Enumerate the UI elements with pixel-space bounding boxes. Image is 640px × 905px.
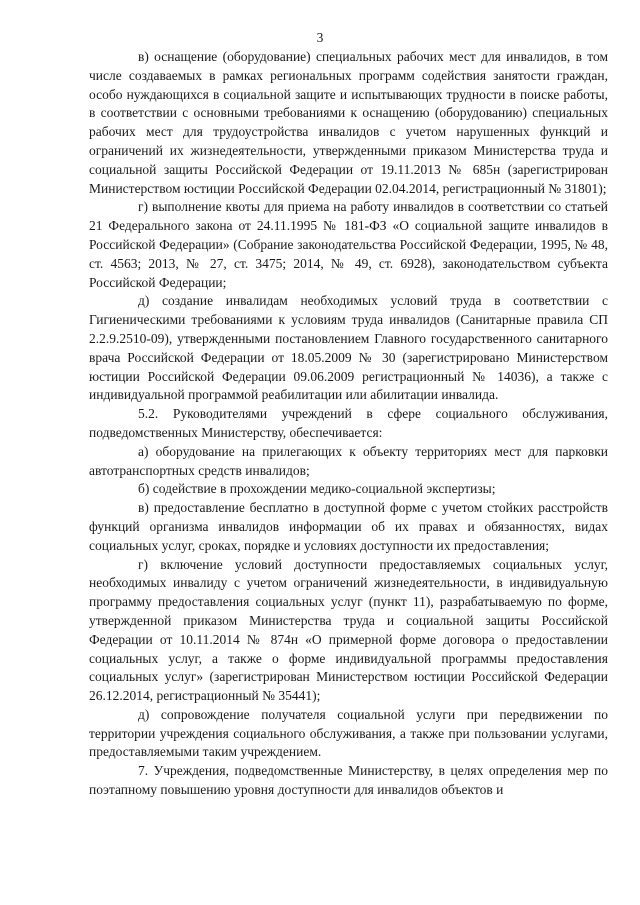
paragraph-item-a-parking: а) оборудование на прилегающих к объекту территориях мест для парковки автотранспортных средств инвалидов; [89,443,608,478]
page-number: 3 [316,30,324,45]
paragraph-item-d-working-conditions: д) создание инвалидам необходимых условий труда в соответствии с Гигиеническими требованиями к условиям труда инвалидов (Санитарные правила СП 2.2.9.2510-09), утвержденными постановлением Главного государственного санитарного врача Российской Федерации от 18.05.2009 № 30 (зарегистрировано Министерством юстиции Российской Федерации 09.06.2009 регистрационный № 14036), а также с индивидуальной программой реабилитации или абилитации инвалида. [89,293,608,403]
paragraph-section-7: 7. Учреждения, подведомственные Министерству, в целях определения мер по поэтапному повышению уровня доступности для инвалидов объектов и [89,763,608,798]
paragraph-item-g-program: г) включение условий доступности предоставляемых социальных услуг, необходимых инвалиду с учетом ограничений жизнедеятельности, в индивидуальную программу предоставления социальных услуг (пункт 11), разрабатываемую по форме, утвержденной приказом Министерства труда и социальной защиты Российской Федерации от 10.11.2014 № 874н «О примерной форме договора о предоставлении социальных услуг, а также о форме индивидуальной программы предоставления социальных услуг» (зарегистрирован Министерством юстиции Российской Федерации 26.12.2014, регистрационный № 35441); [89,556,608,704]
paragraph-item-d-escort: д) сопровождение получателя социальной услуги при передвижении по территории учреждения социального обслуживания, а также при пользовании услугами, предоставляемыми таким учреждением. [89,706,608,760]
paragraph-item-v-information: в) предоставление бесплатно в доступной форме с учетом стойких расстройств функций организма инвалидов информации об их правах и обязанностях, видах социальных услуг, сроках, порядке и условиях доступности их предоставления; [89,500,608,553]
document-body [89,48,608,800]
paragraph-item-v-workplaces: в) оснащение (оборудование) специальных рабочих мест для инвалидов, в том числе создаваемых в рамках региональных программ содействия занятости граждан, особо нуждающихся в социальной защите и испытывающих трудности в поиске работы, в соответствии с основными требованиями к оснащению (оборудованию) специальных рабочих мест для трудоустройства инвалидов с учетом нарушенных функций и ограничений их жизнедеятельности, утвержденными приказом Министерства труда и социальной защиты Российской Федерации от 19.11.2013 № 685н (зарегистрирован Министерством юстиции Российской Федерации 02.04.2014, регистрационный № 31801); [89,49,608,196]
paragraph-section-5-2: 5.2. Руководителями учреждений в сфере социального обслуживания, подведомственных Министерству, обеспечивается: [89,406,608,440]
paragraph-item-g-quota: г) выполнение квоты для приема на работу инвалидов в соответствии со статьей 21 Федерального закона от 24.11.1995 № 181-ФЗ «О социальной защите инвалидов в Российской Федерации» (Собрание законодательства Российской Федерации, 1995, № 48, ст. 4563; 2013, № 27, ст. 3475; 2014, № 49, ст. 6928), законодательством субъекта Российской Федерации; [89,199,608,290]
paragraph-item-b-expertise: б) содействие в прохождении медико-социальной экспертизы; [138,481,496,497]
